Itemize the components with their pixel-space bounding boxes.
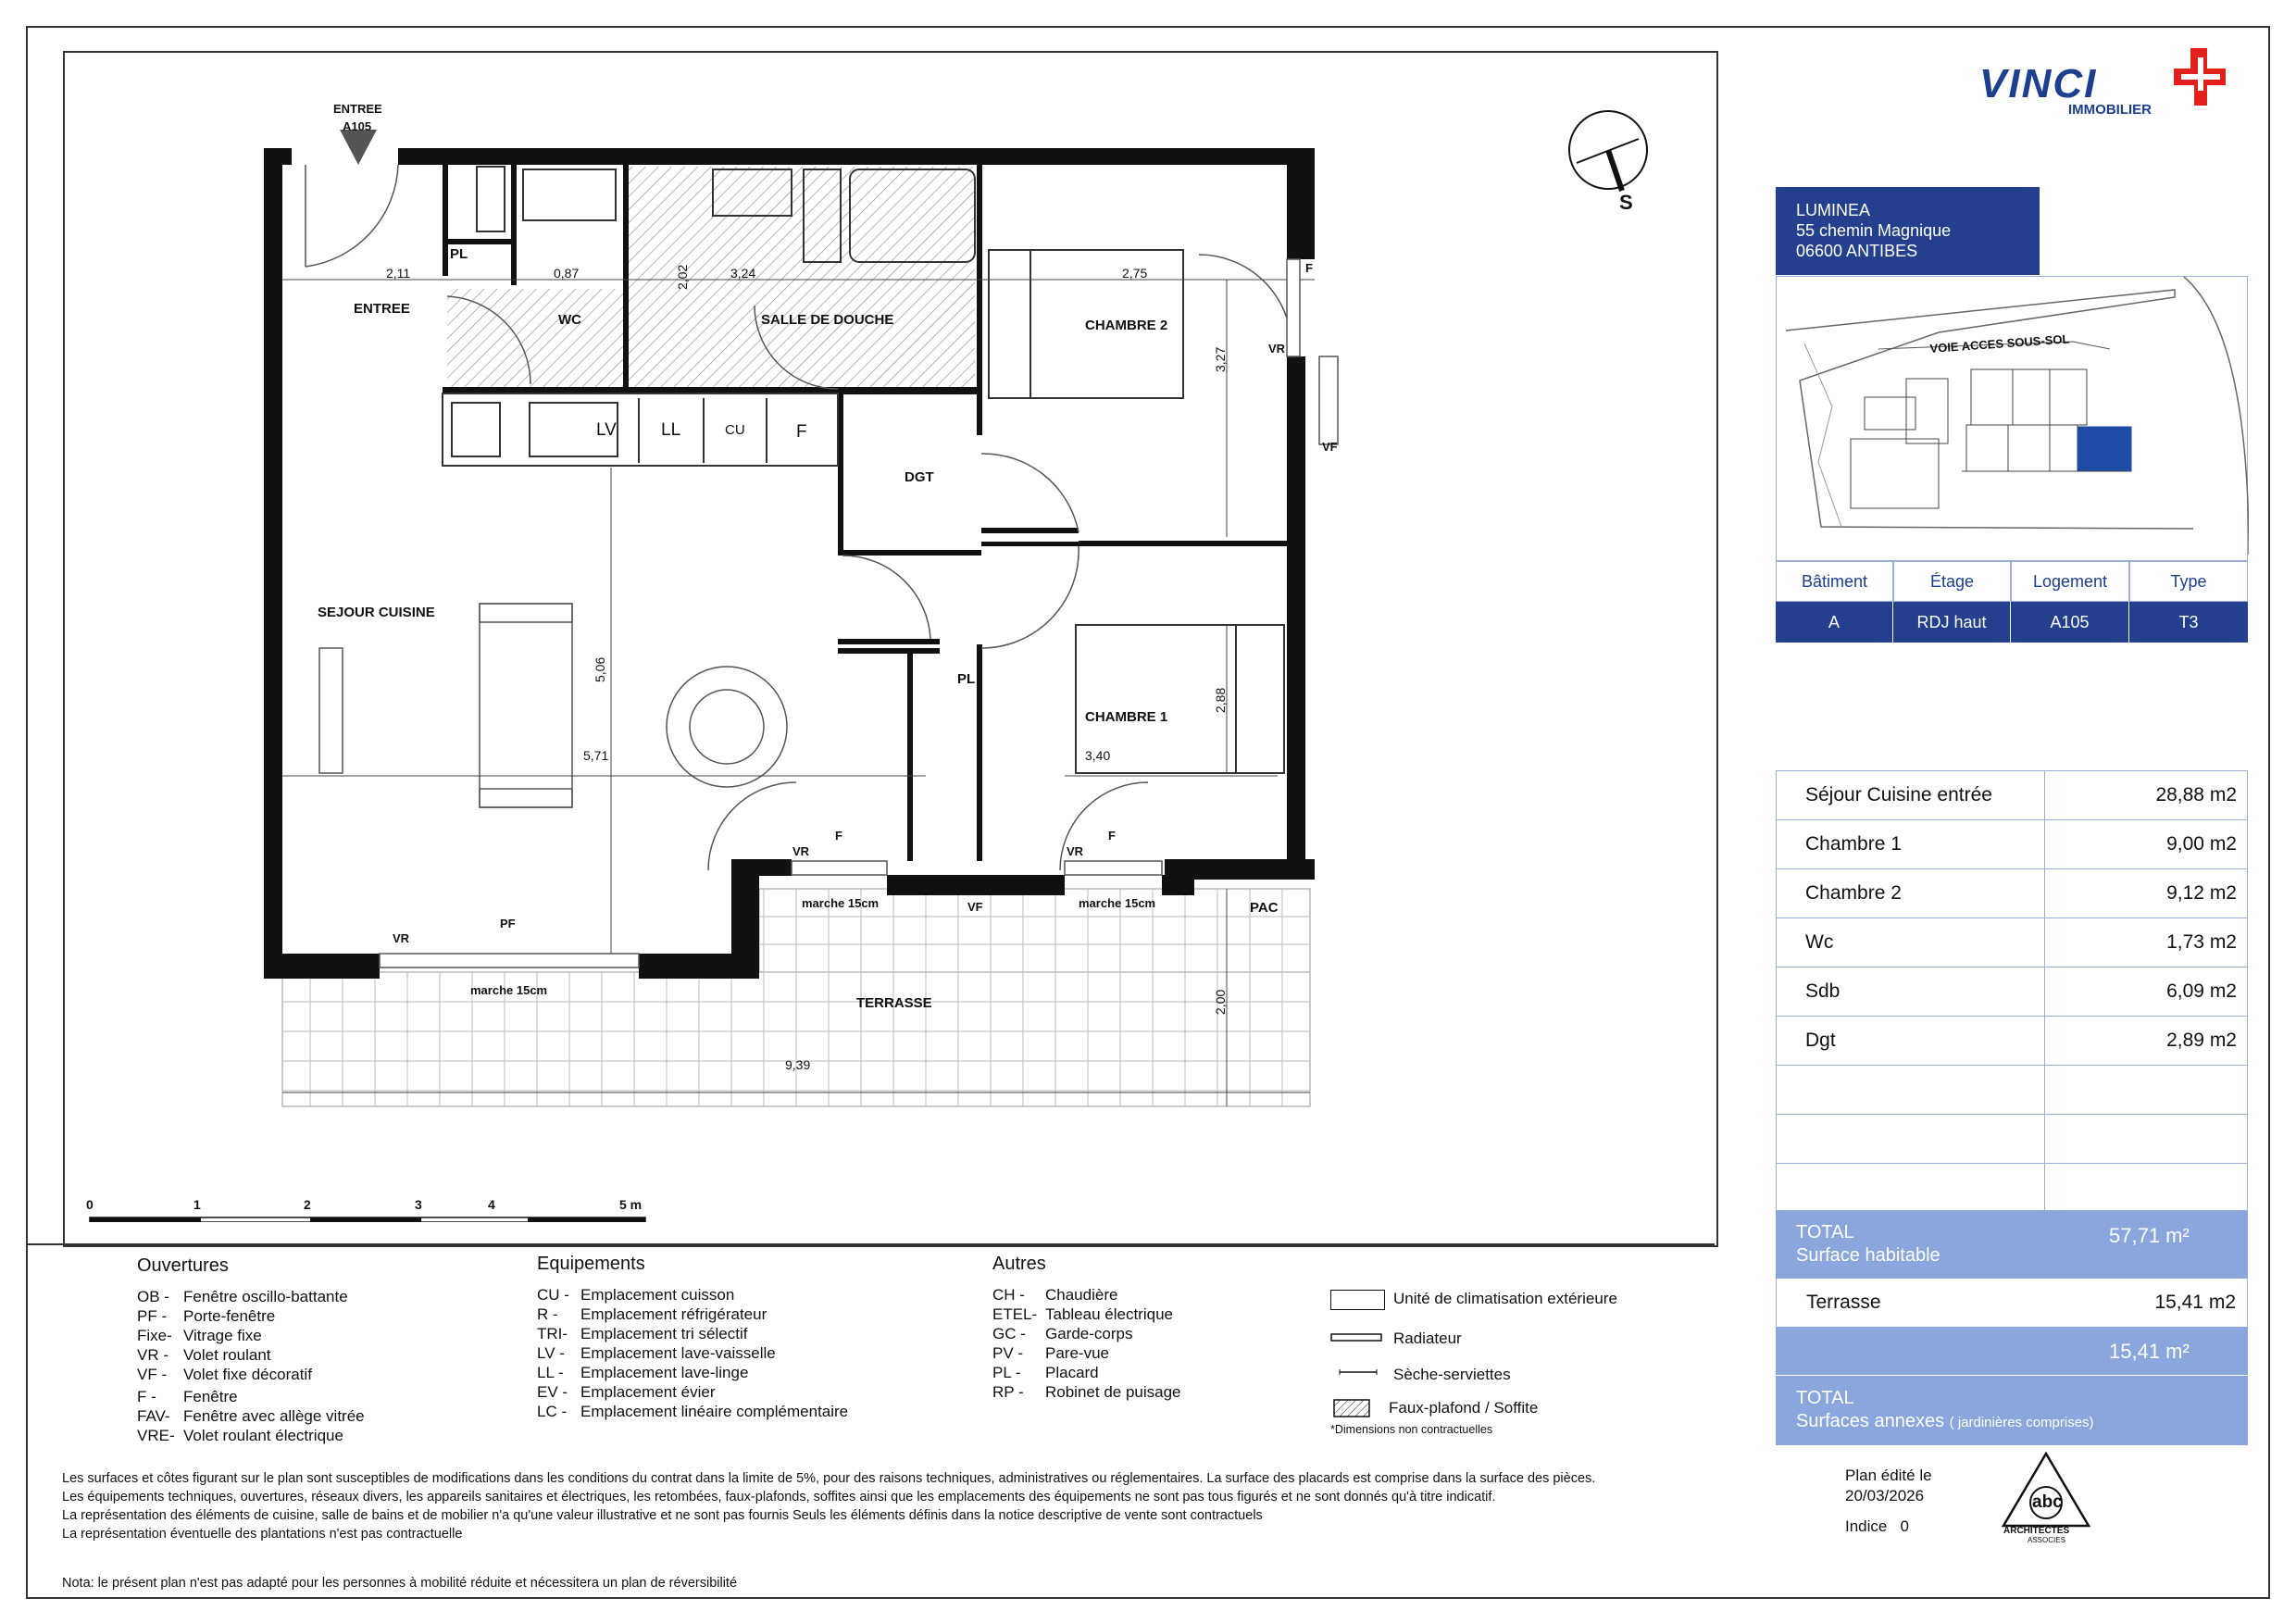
- project-address-1: 55 chemin Magnique: [1796, 221, 1952, 240]
- site-road-label: VOIE ACCES SOUS-SOL: [1929, 331, 2070, 356]
- room-chambre1: CHAMBRE 1: [1085, 709, 1168, 725]
- label-f: F: [796, 422, 807, 442]
- legend-ouvertures-title: Ouvertures: [137, 1255, 229, 1276]
- surface-name: Chambre 2: [1805, 882, 1902, 904]
- legend-item: [537, 1305, 848, 1324]
- legend-item: [537, 1402, 848, 1421]
- room-entree: ENTREE: [354, 301, 410, 317]
- site-plan-box: [1776, 276, 2248, 561]
- surface-value: 9,00 m2: [2166, 833, 2237, 855]
- opening-vf-ch2: VF: [1322, 440, 1338, 454]
- surface-name: Dgt: [1805, 1030, 1836, 1051]
- legend-desc: Vitrage fixe: [183, 1327, 262, 1344]
- surface-row: [1776, 869, 2248, 918]
- dim-2-88: 2,88: [1213, 687, 1228, 713]
- legend-desc: Emplacement tri sélectif: [580, 1325, 748, 1342]
- legend-desc: Volet roulant électrique: [183, 1427, 343, 1444]
- legend-item: [992, 1363, 1181, 1382]
- surface-row: [1776, 1017, 2248, 1066]
- legend-code: OB -: [137, 1288, 169, 1305]
- legend-item: [137, 1426, 365, 1445]
- annex-sub: Surfaces annexes: [1796, 1411, 1945, 1431]
- surface-value: 2,89 m2: [2166, 1030, 2237, 1051]
- scale-5: 5 m: [619, 1197, 643, 1212]
- entry-marker-line1: ENTREE: [333, 102, 382, 116]
- project-name: LUMINEA: [1796, 201, 1871, 219]
- legend-item: [992, 1324, 1181, 1343]
- legend-desc: Placard: [1045, 1364, 1099, 1381]
- surface-name: Séjour Cuisine entrée: [1805, 784, 1992, 805]
- legend-desc: Volet roulant: [183, 1346, 271, 1364]
- legend-code: Fixe-: [137, 1327, 172, 1344]
- legend-desc: Chaudière: [1045, 1286, 1118, 1304]
- terrasse-row: [1776, 1279, 2248, 1327]
- entry-marker-line2: A105: [343, 119, 372, 133]
- legend-code: LV -: [537, 1344, 565, 1362]
- seche-serviettes-icon: [1338, 1367, 1384, 1378]
- label-pac: PAC: [1250, 900, 1279, 916]
- scale-3: 3: [415, 1197, 422, 1212]
- legend-code: R -: [537, 1305, 558, 1323]
- surface-value: 1,73 m2: [2166, 931, 2237, 953]
- legend-desc: Robinet de puisage: [1045, 1383, 1181, 1401]
- scale-4: 4: [488, 1197, 495, 1212]
- legend-code: LC -: [537, 1403, 568, 1420]
- unit-header-etage: Étage: [1893, 561, 2011, 602]
- legend-code: F -: [137, 1388, 156, 1405]
- annex-value: 15,41 m²: [2109, 1340, 2190, 1363]
- label-cu: CU: [725, 422, 745, 438]
- dim-0-87: 0,87: [554, 266, 580, 281]
- dim-3-27: 3,27: [1213, 346, 1228, 372]
- dim-3-40: 3,40: [1085, 748, 1111, 763]
- faux-plafond-label: Faux-plafond / Soffite: [1389, 1399, 1539, 1417]
- room-terrasse: TERRASSE: [856, 995, 932, 1011]
- edit-label: Plan édité le: [1845, 1467, 1932, 1484]
- dim-2-11: 2,11: [386, 266, 411, 281]
- radiateur-label: Radiateur: [1393, 1330, 1462, 1347]
- opening-f-ch2: F: [1305, 261, 1313, 275]
- legend-desc: Emplacement cuisson: [580, 1286, 735, 1304]
- room-salle-de-douche: SALLE DE DOUCHE: [761, 312, 894, 328]
- label-pl-mid: PL: [957, 671, 976, 687]
- footer-line-1: Les surfaces et côtes figurant sur le plan sont susceptibles de modifications dans les conditions du contrat dans la limite de 5%, pour des raisons techniques, administratives ou réglementaires. La surface des placards est comprise dans la surface des pièces.: [62, 1471, 1596, 1486]
- legend-autres-title: Autres: [992, 1254, 1046, 1274]
- legend-code: EV -: [537, 1383, 568, 1401]
- legend-code: GC -: [992, 1325, 1026, 1342]
- legend-desc: Fenêtre oscillo-battante: [183, 1288, 348, 1305]
- dim-9-39: 9,39: [785, 1057, 811, 1072]
- scale-bar: [90, 1217, 645, 1222]
- room-wc: WC: [558, 312, 581, 328]
- legend-item: [137, 1345, 365, 1365]
- legend-code: CU -: [537, 1286, 569, 1304]
- legend-item: [537, 1343, 848, 1363]
- unit-table: [1776, 561, 2248, 646]
- legend-item: [992, 1382, 1181, 1402]
- legend-item: [537, 1363, 848, 1382]
- terrasse-name: Terrasse: [1806, 1292, 1881, 1313]
- legend-desc: Pare-vue: [1045, 1344, 1109, 1362]
- total-habitable: [1776, 1211, 2248, 1279]
- annex-divider: [1776, 1375, 2248, 1376]
- clim-unit-icon: [1330, 1290, 1385, 1310]
- legend-desc: Volet fixe décoratif: [183, 1366, 312, 1383]
- legend-desc: Fenêtre: [183, 1388, 238, 1405]
- legend-equipements-title: Equipements: [537, 1254, 645, 1274]
- opening-marche1: marche 15cm: [802, 896, 880, 910]
- legend-code: LL -: [537, 1364, 564, 1381]
- legend-code: VRE-: [137, 1427, 175, 1444]
- legend-desc: Emplacement réfrigérateur: [580, 1305, 767, 1323]
- legend-code: PF -: [137, 1307, 168, 1325]
- legend-item: [137, 1406, 365, 1426]
- indice-line: [1845, 1517, 1909, 1536]
- legend-desc: Fenêtre avec allège vitrée: [183, 1407, 365, 1425]
- legend-code: PL -: [992, 1364, 1021, 1381]
- annex-label: TOTAL: [1796, 1388, 1854, 1408]
- surface-row: [1776, 771, 2248, 820]
- legend-item: [137, 1326, 365, 1345]
- total-sub: Surface habitable: [1796, 1245, 1940, 1266]
- unit-header-type: Type: [2129, 561, 2248, 602]
- room-dgt: DGT: [905, 469, 934, 485]
- unit-header-batiment: Bâtiment: [1776, 561, 1893, 602]
- legend-item: [537, 1324, 848, 1343]
- legend-desc: Emplacement lave-vaisselle: [580, 1344, 776, 1362]
- legend-item: [992, 1343, 1181, 1363]
- surface-row-empty: [1776, 1115, 2248, 1164]
- legend-item: [137, 1365, 365, 1384]
- opening-f-left: F: [835, 829, 842, 843]
- surface-name: Wc: [1805, 931, 1834, 953]
- unit-value-etage: RDJ haut: [1893, 602, 2011, 643]
- architect-logo: [2000, 1452, 2092, 1544]
- legend-code: ETEL-: [992, 1305, 1038, 1323]
- dim-5-06: 5,06: [593, 656, 607, 682]
- label-ll: LL: [661, 420, 681, 440]
- footer-line-4: La représentation éventuelle des plantations n'est pas contractuelle: [62, 1527, 463, 1542]
- legend-item: [137, 1387, 365, 1406]
- dim-lines: [282, 280, 1315, 1106]
- vinci-subname: IMMOBILIER: [2068, 102, 2152, 118]
- architect-sub: ASSOCIES: [2028, 1536, 2065, 1544]
- legend-desc: Emplacement linéaire complémentaire: [580, 1403, 849, 1420]
- legend-code: PV -: [992, 1344, 1024, 1362]
- total-annexes: [1776, 1327, 2248, 1445]
- dim-2-00: 2,00: [1213, 989, 1228, 1015]
- legend-ouvertures-list: [137, 1287, 365, 1445]
- unit-value-type: T3: [2129, 602, 2248, 643]
- opening-marche3: marche 15cm: [470, 983, 548, 997]
- room-chambre2: CHAMBRE 2: [1085, 318, 1168, 333]
- kitchen: [443, 393, 838, 466]
- legend-code: TRI-: [537, 1325, 568, 1342]
- footer-line-2: Les équipements techniques, ouvertures, réseaux divers, les appareils sanitaires et électriques, les retombées, faux-plafonds, soffites ainsi que les emplacements des équipements ne sont pas tous figurés et ne sont donnés qu'à titre indicatif.: [62, 1490, 1496, 1504]
- terrace-grid: [282, 889, 1310, 1106]
- compass-label: S: [1619, 191, 1633, 214]
- architect-name: ARCHITECTES: [2003, 1526, 2070, 1536]
- surface-value: 6,09 m2: [2166, 980, 2237, 1002]
- architect-triangle-icon: [2000, 1452, 2092, 1528]
- legend-code: RP -: [992, 1383, 1024, 1401]
- surface-name: Sdb: [1805, 980, 1841, 1002]
- legend-desc: Garde-corps: [1045, 1325, 1133, 1342]
- dimensions-note: *Dimensions non contractuelles: [1330, 1423, 1493, 1436]
- legend-item: [992, 1285, 1181, 1305]
- project-block: [1776, 187, 2040, 275]
- opening-vf-mid: VF: [967, 900, 983, 914]
- architect-logo-text: abc: [2032, 1492, 2063, 1512]
- legend-item: [137, 1287, 365, 1306]
- legend-desc: Porte-fenêtre: [183, 1307, 276, 1325]
- total-value: 57,71 m²: [2109, 1224, 2190, 1247]
- total-label: TOTAL: [1796, 1222, 1854, 1242]
- opening-marche2: marche 15cm: [1079, 896, 1156, 910]
- label-lv: LV: [596, 420, 617, 440]
- dim-2-02: 2,02: [675, 264, 690, 290]
- compass-circle: [1569, 111, 1647, 191]
- edit-date: 20/03/2026: [1845, 1487, 1925, 1504]
- surface-row-empty: [1776, 1066, 2248, 1115]
- dim-3-24: 3,24: [730, 266, 756, 281]
- legend-item: [537, 1382, 848, 1402]
- terrasse-value: 15,41 m2: [2154, 1292, 2236, 1313]
- legend-code: VF -: [137, 1366, 168, 1383]
- legend-equipements-list: [537, 1285, 848, 1421]
- clim-unit-label: Unité de climatisation extérieure: [1393, 1290, 1617, 1307]
- scale-1: 1: [193, 1197, 201, 1212]
- legend-autres-list: [992, 1285, 1181, 1402]
- unit-header-logement: Logement: [2011, 561, 2129, 602]
- legend-desc: Emplacement lave-linge: [580, 1364, 749, 1381]
- room-sejour: SEJOUR CUISINE: [318, 605, 435, 620]
- legend-code: CH -: [992, 1286, 1025, 1304]
- surface-name: Chambre 1: [1805, 833, 1902, 855]
- surface-row: [1776, 968, 2248, 1017]
- vinci-logo: [1979, 61, 2239, 126]
- opening-vr-ch2: VR: [1268, 342, 1286, 356]
- indice-value: 0: [1900, 1517, 1910, 1535]
- legend-desc: Tableau électrique: [1045, 1305, 1173, 1323]
- unit-value-batiment: A: [1776, 602, 1893, 643]
- radiateur-icon: [1330, 1331, 1386, 1344]
- dim-5-71: 5,71: [583, 748, 609, 763]
- legend-desc: Emplacement évier: [580, 1383, 716, 1401]
- opening-vr-right: VR: [1067, 844, 1084, 858]
- legend-divider: [26, 1243, 1715, 1245]
- project-address-2: 06600 ANTIBES: [1796, 242, 1918, 260]
- surface-value: 9,12 m2: [2166, 882, 2237, 904]
- footer-note: Nota: le présent plan n'est pas adapté pour les personnes à mobilité réduite et nécessitera un plan de réversibilité: [62, 1576, 738, 1591]
- legend-item: [992, 1305, 1181, 1324]
- entry-triangle: [340, 130, 377, 165]
- legend-code: FAV-: [137, 1407, 170, 1425]
- legend-item: [537, 1285, 848, 1305]
- legend-code: VR -: [137, 1346, 168, 1364]
- scale-0: 0: [86, 1197, 94, 1212]
- site-plan-drawing: [1777, 277, 2249, 562]
- annex-note: ( jardinières comprises): [1949, 1415, 2094, 1430]
- opening-vr-pf: VR: [393, 931, 410, 945]
- vinci-cross-icon: [2174, 48, 2226, 117]
- surface-row: [1776, 820, 2248, 869]
- faux-plafond-icon: [1333, 1399, 1372, 1419]
- furniture: [319, 604, 787, 807]
- annex-sub-line: [1796, 1411, 2094, 1432]
- hatch-wc: [447, 289, 623, 391]
- surface-row-empty: [1776, 1164, 2248, 1212]
- unit-value-logement: A105: [2011, 602, 2129, 643]
- seche-serviettes-label: Sèche-serviettes: [1393, 1366, 1511, 1383]
- surface-value: 28,88 m2: [2155, 784, 2237, 805]
- footer-line-3: La représentation des éléments de cuisine, salle de bains et de mobilier n'a qu'une valeur illustrative et ne sont pas fournis Seuls les éléments définis dans la notice descriptive de vente sont contractuels: [62, 1508, 1263, 1523]
- opening-vr-left: VR: [792, 844, 810, 858]
- dim-2-75: 2,75: [1122, 266, 1148, 281]
- vinci-wordmark: VINCI: [1979, 61, 2098, 106]
- label-pl-top: PL: [450, 246, 468, 262]
- scale-2: 2: [304, 1197, 311, 1212]
- surface-row: [1776, 918, 2248, 968]
- opening-pf: PF: [500, 917, 516, 930]
- indice-label: Indice: [1845, 1517, 1888, 1535]
- opening-f-right: F: [1108, 829, 1116, 843]
- legend-item: [137, 1306, 365, 1326]
